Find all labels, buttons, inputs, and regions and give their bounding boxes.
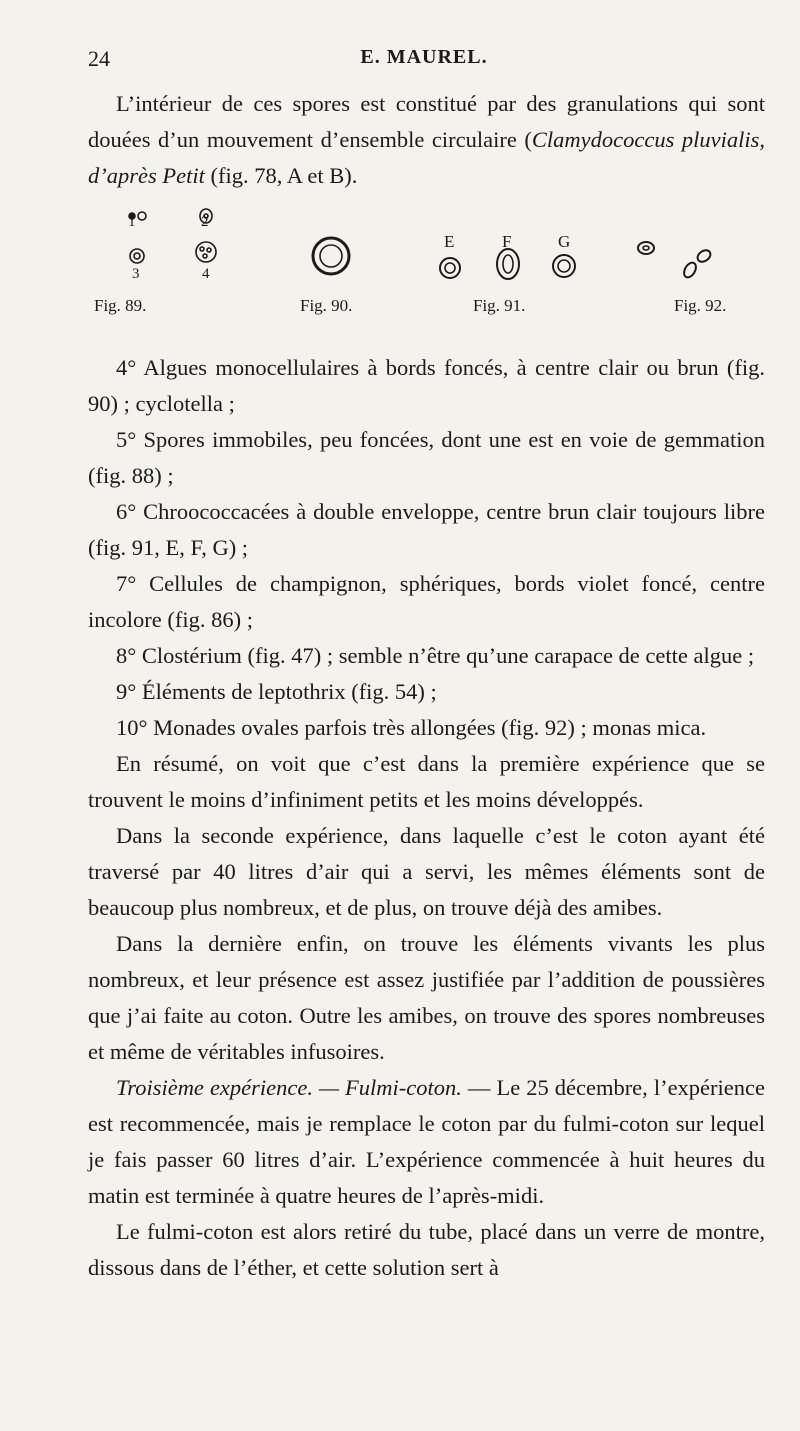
fig89-label-3: 3 xyxy=(132,266,140,282)
intro-paragraph xyxy=(88,86,765,194)
third-experiment-text: — Le 25 décembre, l’expérience est recommencée, mais je remplace le coton par du fulmi-coton sur lequel je fais passer 60 litres d’air. L’expérience commencée à huit heures du matin est terminée à quatre heures de l’après-midi. xyxy=(88,1075,765,1208)
running-head: E. MAUREL. xyxy=(360,46,488,68)
paragraph-third-experiment xyxy=(88,1070,765,1214)
fig91-cells xyxy=(440,249,575,279)
list-item-7: 7° Cellules de champignon, sphériques, bords violet foncé, centre incolore (fig. 86) ; xyxy=(88,571,765,632)
fig91-label-f: F xyxy=(502,232,512,251)
intro-species: Clamydococcus pluvialis, d’après Petit xyxy=(88,127,765,188)
third-experiment-heading: Troisième expérience. — Fulmi-coton. xyxy=(116,1075,462,1100)
paragraph-second-experiment: Dans la seconde expérience, dans laquelle c’est le coton ayant été traversé par 40 litres d’air qui a servi, les mêmes éléments sont de beaucoup plus nombreux, et de plus, on trouve déjà des amibes. xyxy=(88,823,765,920)
fig91-caption: Fig. 91. xyxy=(473,296,526,315)
fig89-label-1: 1 xyxy=(128,214,136,230)
list-item-4: 4° Algues monocellulaires à bords foncés, à centre clair ou brun (fig. 90) ; cyclotella ; xyxy=(88,355,765,416)
paragraph-summary: En résumé, on voit que c’est dans la première expérience que se trouvent le moins d’infiniment petits et les moins développés. xyxy=(88,751,765,812)
page-number: 24 xyxy=(88,46,110,71)
fig89-label-4: 4 xyxy=(202,266,210,282)
fig91-label-g: G xyxy=(558,232,571,251)
list-item-8: 8° Clostérium (fig. 47) ; semble n’être qu’une carapace de cette algue ; xyxy=(116,643,755,668)
fig90-cell xyxy=(313,238,349,274)
list-item-9: 9° Éléments de leptothrix (fig. 54) ; xyxy=(116,679,437,704)
list-item-10: 10° Monades ovales parfois très allongées (fig. 92) ; monas mica. xyxy=(116,715,707,740)
fig92-monads xyxy=(638,242,713,279)
figure-drawings xyxy=(88,196,765,296)
fig89-caption: Fig. 89. xyxy=(94,296,147,315)
main-text xyxy=(88,350,765,1286)
fig90-caption: Fig. 90. xyxy=(300,296,353,315)
list-item-5: 5° Spores immobiles, peu foncées, dont une est en voie de gemmation (fig. 88) ; xyxy=(88,427,765,488)
paragraph-fulmi-coton: Le fulmi-coton est alors retiré du tube, placé dans un verre de montre, dissous dans de l’éther, et cette solution sert à xyxy=(88,1219,765,1280)
page-header xyxy=(88,46,760,76)
list-item-6: 6° Chroococcacées à double enveloppe, centre brun clair toujours libre (fig. 91, E, F, G) ; xyxy=(88,499,765,560)
fig92-caption: Fig. 92. xyxy=(674,296,727,315)
figures-row xyxy=(88,196,765,336)
fig89-label-2: 2 xyxy=(201,214,209,230)
intro-ref: (fig. 78, A et B). xyxy=(204,163,358,188)
fig91-label-e: E xyxy=(444,232,455,251)
intro-text: L’intérieur de ces spores est constitué par des granulations qui sont douées d’un mouvement d’ensemble circulaire ( xyxy=(88,91,765,152)
paragraph-last-experiment: Dans la dernière enfin, on trouve les éléments vivants les plus nombreux, et leur présence est assez justifiée par l’addition de poussières que j’ai faite au coton. Outre les amibes, on trouve des spores nombreuses et même de véritables infusoires. xyxy=(88,931,765,1064)
